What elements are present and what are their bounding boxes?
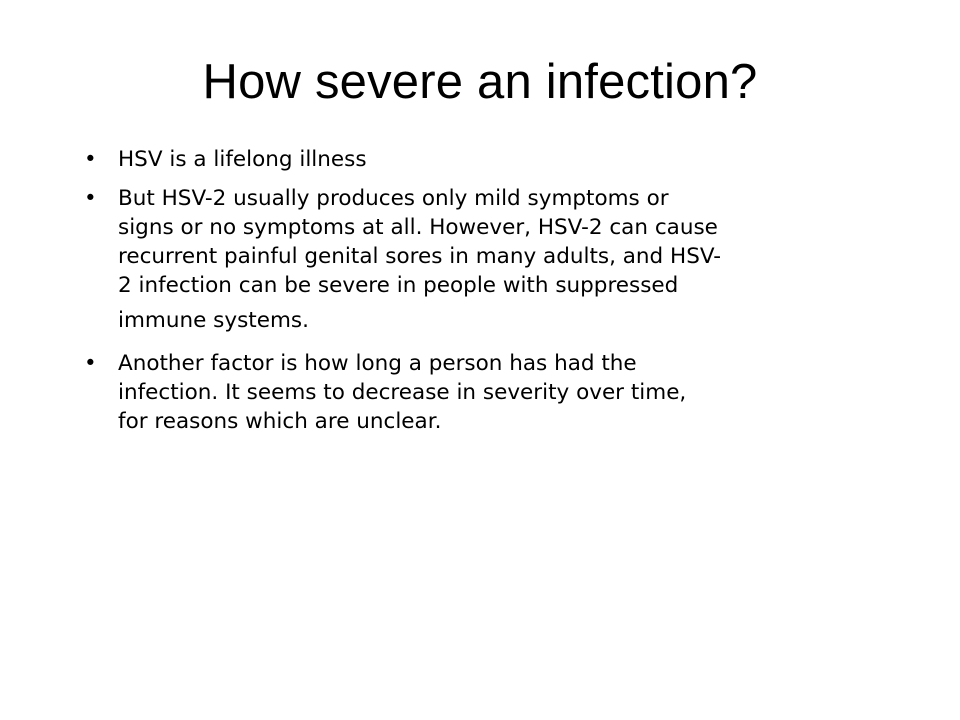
bullet-item-hsv2-symptoms — [84, 184, 884, 335]
bullet-icon: • — [84, 186, 97, 211]
bullet-line: signs or no symptoms at all. However, HSV-2 can cause — [118, 215, 718, 240]
bullet-line: But HSV-2 usually produces only mild symptoms or — [118, 186, 669, 211]
bullet-line: Another factor is how long a person has had the — [118, 351, 637, 376]
bullet-line: infection. It seems to decrease in severity over time, — [118, 380, 687, 405]
bullet-text — [118, 145, 884, 174]
bullet-text — [118, 184, 884, 335]
bullet-line: for reasons which are unclear. — [118, 409, 442, 434]
bullet-line: 2 infection can be severe in people with suppressed — [118, 273, 679, 298]
bullet-text — [118, 349, 884, 436]
slide-title: How severe an infection? — [202, 55, 758, 109]
bullet-line: HSV is a lifelong illness — [118, 147, 367, 172]
bullet-icon: • — [84, 147, 97, 172]
bullet-line: immune systems. — [118, 308, 309, 333]
bullet-item-duration — [84, 349, 884, 436]
bullet-line: recurrent painful genital sores in many adults, and HSV- — [118, 244, 722, 269]
bullet-list — [84, 145, 884, 446]
bullet-item-lifelong — [84, 145, 884, 174]
bullet-icon: • — [84, 351, 97, 376]
